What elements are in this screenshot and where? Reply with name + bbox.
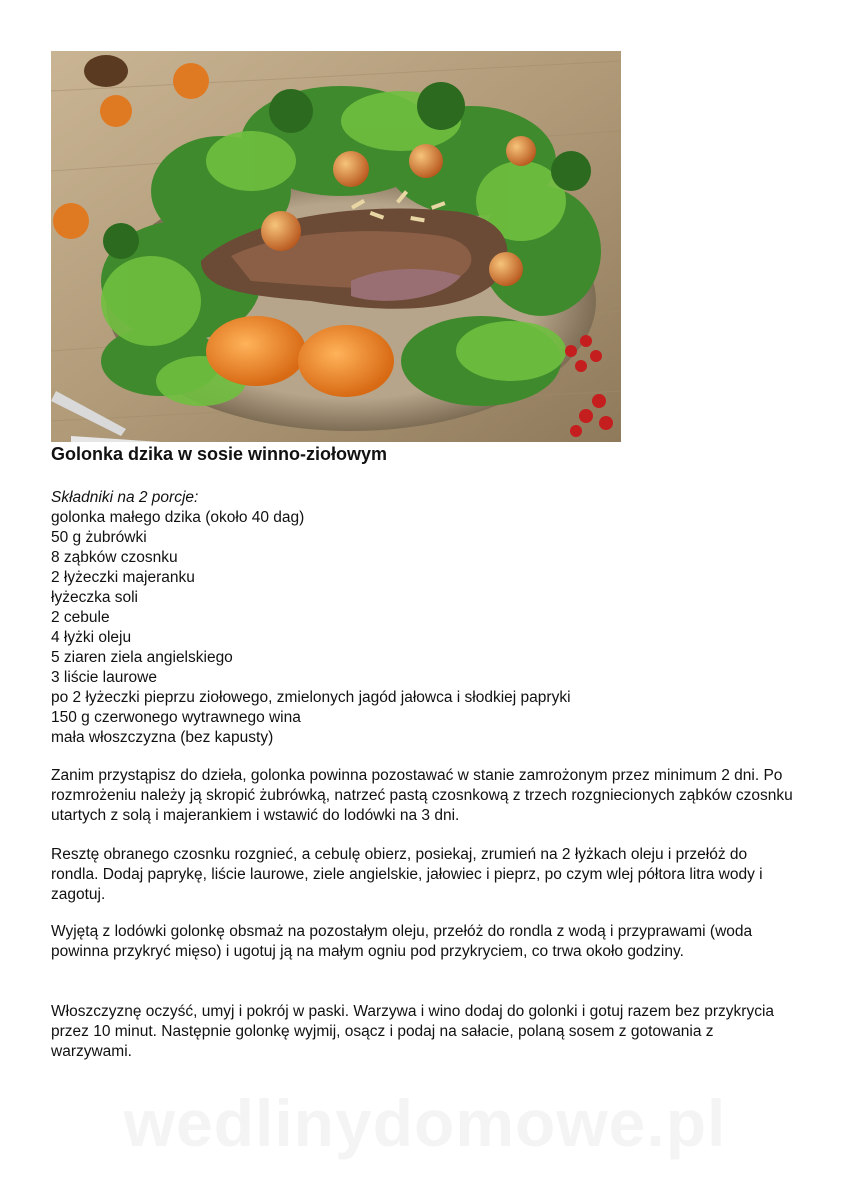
instruction-paragraph: Resztę obranego czosnku rozgnieć, a cebulę obierz, posiekaj, zrumień na 2 łyżkach oleju i przełóż do rondla. Dodaj paprykę, liście laurowe, ziele angielskie, jałowiec i pieprz, po czym wlej półtora litra wody i zagotuj. <box>51 846 763 903</box>
ingredient-item: 2 łyżeczki majeranku <box>51 569 195 586</box>
ingredient-item: 4 łyżki oleju <box>51 629 132 646</box>
ingredient-item: 8 ząbków czosnku <box>51 549 178 566</box>
instruction-paragraph: Wyjętą z lodówki golonkę obsmaż na pozostałym oleju, przełóż do rondla z wodą i przyprawami (woda powinna przykryć mięso) i ugotuj ją na małym ogniu pod przykryciem, co trwa około godziny. <box>51 923 753 960</box>
dish-photo <box>51 51 621 442</box>
ingredient-item: 50 g żubrówki <box>51 529 147 546</box>
ingredient-item: 2 cebule <box>51 609 110 626</box>
ingredient-item: 5 ziaren ziela angielskiego <box>51 649 233 666</box>
ingredient-item: golonka małego dzika (około 40 dag) <box>51 509 305 526</box>
ingredients-list <box>51 508 571 748</box>
instruction-paragraph: Włoszczyznę oczyść, umyj i pokrój w paski. Warzywa i wino dodaj do golonki i gotuj razem bez przykrycia przez 10 minut. Następnie golonkę wyjmij, osącz i podaj na sałacie, polaną sosem z gotowania z warzywami. <box>51 1003 775 1060</box>
ingredient-item: łyżeczka soli <box>51 589 138 606</box>
ingredients-heading: Składniki na 2 porcje: <box>51 489 199 506</box>
recipe-title: Golonka dzika w sosie winno-ziołowym <box>51 444 388 464</box>
dish-illustration <box>51 51 621 442</box>
instruction-paragraph: Zanim przystąpisz do dzieła, golonka powinna pozostawać w stanie zamrożonym przez minimum 2 dni. Po rozmrożeniu należy ją skropić żubrówką, natrzeć pastą czosnkową z trzech rozgniecionych ząbków czosnku utartych z solą i majerankiem i wstawić do lodówki na 3 dni. <box>51 767 793 824</box>
ingredient-item: mała włoszczyzna (bez kapusty) <box>51 729 274 746</box>
watermark: wedlinydomowe.pl <box>123 1086 727 1160</box>
ingredient-item: po 2 łyżeczki pieprzu ziołowego, zmielonych jagód jałowca i słodkiej papryki <box>51 689 571 706</box>
ingredient-item: 150 g czerwonego wytrawnego wina <box>51 709 301 726</box>
ingredient-item: 3 liście laurowe <box>51 669 157 686</box>
